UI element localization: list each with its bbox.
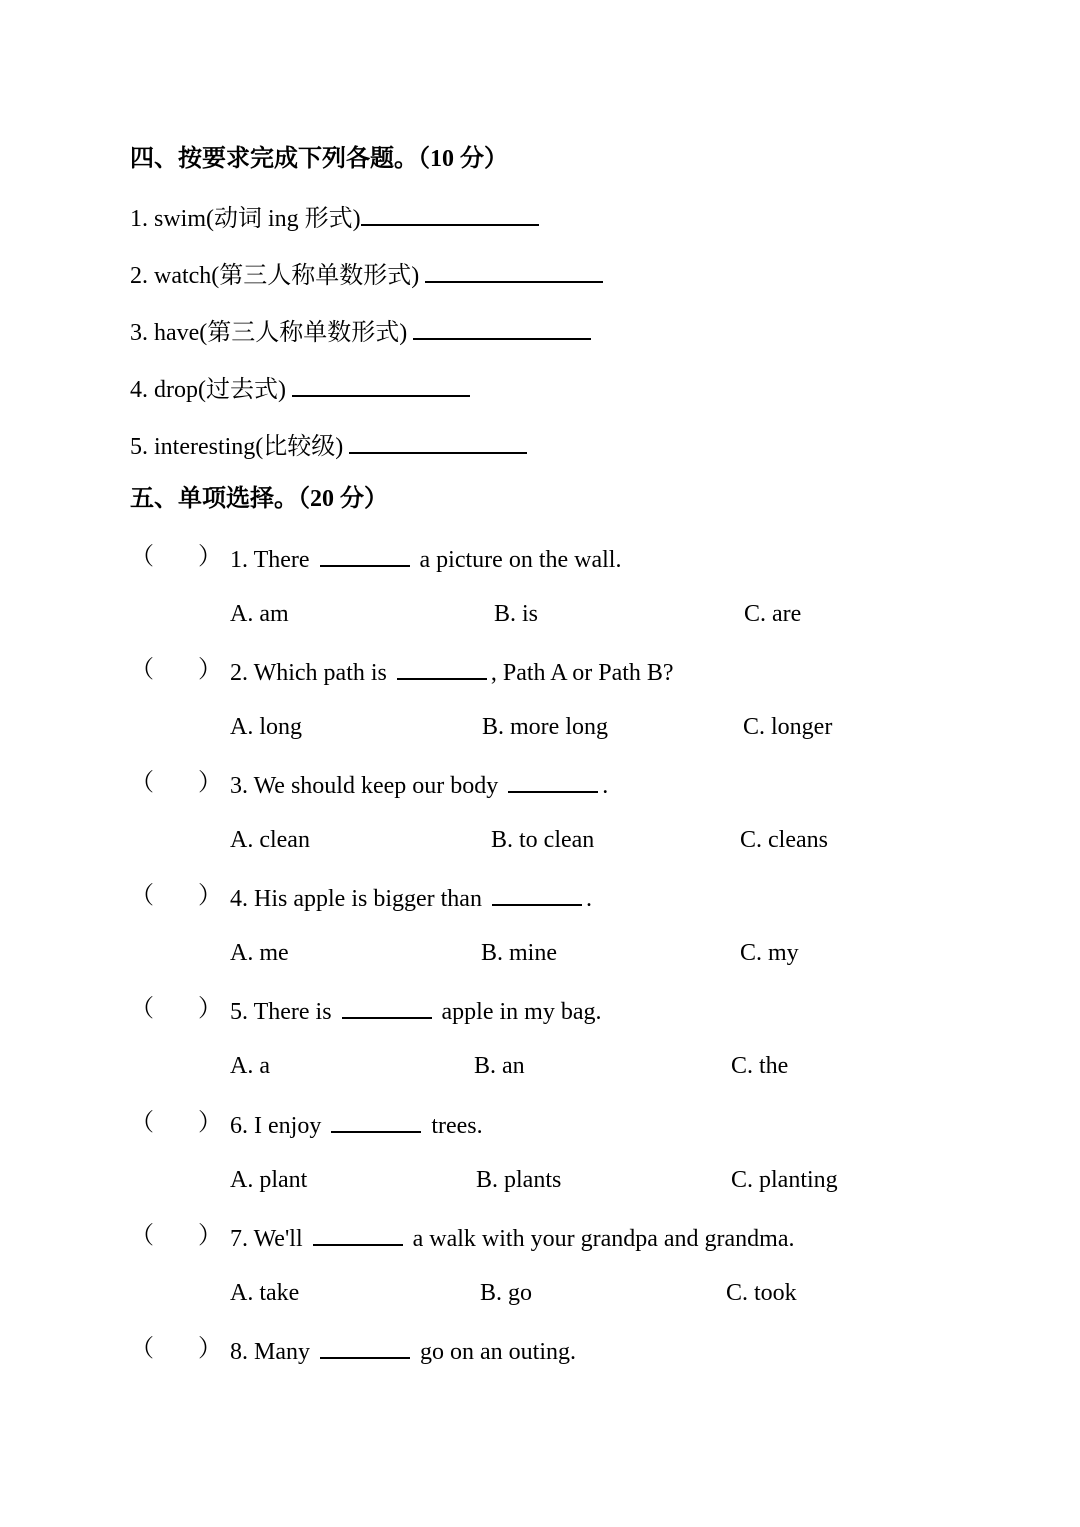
question-stem: 1. There — [230, 547, 316, 573]
item-text: 2. watch(第三人称单数形式) — [130, 263, 426, 289]
option-a[interactable]: A. clean — [230, 827, 310, 853]
question-stem-end: . — [585, 886, 592, 912]
question-stem: 2. Which path is — [230, 660, 393, 686]
option-a[interactable]: A. long — [230, 714, 302, 740]
question-blank — [342, 997, 432, 1019]
question-blank — [320, 545, 410, 567]
option-b[interactable]: B. plants — [476, 1167, 562, 1193]
question-blank — [508, 771, 598, 793]
question-blank — [320, 1337, 410, 1359]
answer-paren-open: （ — [130, 657, 154, 683]
option-b[interactable]: B. more long — [482, 714, 608, 740]
question-stem: 8. Many — [230, 1339, 316, 1365]
section4-item-5 — [130, 432, 527, 459]
question-stem-end: a walk with your grandpa and grandma. — [406, 1226, 795, 1252]
answer-paren-close: ） — [198, 1110, 222, 1136]
answer-paren-open: （ — [130, 996, 154, 1022]
question-3 — [230, 771, 608, 798]
section4-item-4 — [130, 375, 470, 402]
question-8 — [230, 1337, 576, 1364]
item-text: 5. interesting(比较级) — [130, 434, 350, 460]
question-stem: 3. We should keep our body — [230, 773, 505, 799]
question-stem: 7. We'll — [230, 1226, 309, 1252]
section4-item-3 — [130, 318, 591, 345]
answer-blank[interactable] — [425, 261, 603, 283]
option-a[interactable]: A. me — [230, 940, 289, 966]
answer-blank[interactable] — [361, 204, 539, 226]
question-6 — [230, 1111, 483, 1138]
question-blank — [331, 1111, 421, 1133]
option-a[interactable]: A. take — [230, 1280, 300, 1306]
option-b[interactable]: B. mine — [481, 940, 557, 966]
question-1 — [230, 545, 621, 572]
question-blank — [492, 884, 582, 906]
option-a[interactable]: A. plant — [230, 1167, 308, 1193]
question-blank — [397, 658, 487, 680]
question-stem-end: apple in my bag. — [435, 999, 602, 1025]
question-4 — [230, 884, 592, 911]
answer-blank[interactable] — [292, 375, 470, 397]
item-text: 3. have(第三人称单数形式) — [130, 320, 414, 346]
question-stem-end: trees. — [425, 1113, 483, 1139]
question-5 — [230, 997, 602, 1024]
option-a[interactable]: A. a — [230, 1053, 270, 1079]
option-c[interactable]: C. my — [740, 940, 799, 966]
option-b[interactable]: B. go — [480, 1280, 533, 1306]
option-b[interactable]: B. is — [494, 601, 539, 627]
option-c[interactable]: C. longer — [743, 714, 833, 740]
answer-paren-close: ） — [198, 1223, 222, 1249]
answer-paren-close: ） — [198, 657, 222, 683]
item-text: 4. drop(过去式) — [130, 377, 292, 403]
question-2 — [230, 658, 674, 685]
answer-paren-open: （ — [130, 770, 154, 796]
answer-paren-open: （ — [130, 883, 154, 909]
item-text: 1. swim(动词 ing 形式) — [130, 206, 361, 232]
option-c[interactable]: C. cleans — [740, 827, 828, 853]
option-c[interactable]: C. planting — [731, 1167, 838, 1193]
question-stem: 4. His apple is bigger than — [230, 886, 488, 912]
answer-paren-open: （ — [130, 544, 154, 570]
question-stem: 6. I enjoy — [230, 1113, 328, 1139]
answer-paren-close: ） — [198, 883, 222, 909]
answer-paren-open: （ — [130, 1223, 154, 1249]
question-7 — [230, 1224, 795, 1251]
option-c[interactable]: C. the — [731, 1053, 789, 1079]
option-b[interactable]: B. to clean — [491, 827, 595, 853]
option-b[interactable]: B. an — [474, 1053, 525, 1079]
question-stem: 5. There is — [230, 999, 338, 1025]
option-c[interactable]: C. are — [744, 601, 802, 627]
answer-paren-close: ） — [198, 996, 222, 1022]
question-stem-end: go on an outing. — [414, 1339, 576, 1365]
answer-paren-open: （ — [130, 1110, 154, 1136]
question-stem-end: . — [602, 773, 609, 799]
answer-paren-close: ） — [198, 770, 222, 796]
question-stem-end: a picture on the wall. — [413, 547, 622, 573]
option-a[interactable]: A. am — [230, 601, 289, 627]
option-c[interactable]: C. took — [726, 1280, 797, 1306]
answer-blank[interactable] — [413, 318, 591, 340]
answer-blank[interactable] — [349, 432, 527, 454]
section4-heading: 四、按要求完成下列各题。（10 分） — [130, 146, 508, 172]
answer-paren-close: ） — [198, 1336, 222, 1362]
question-stem-end: , Path A or Path B? — [490, 660, 674, 686]
section5-heading: 五、单项选择。（20 分） — [130, 486, 388, 512]
section4-item-1 — [130, 204, 539, 231]
answer-paren-close: ） — [198, 544, 222, 570]
question-blank — [313, 1224, 403, 1246]
section4-item-2 — [130, 261, 603, 288]
answer-paren-open: （ — [130, 1336, 154, 1362]
